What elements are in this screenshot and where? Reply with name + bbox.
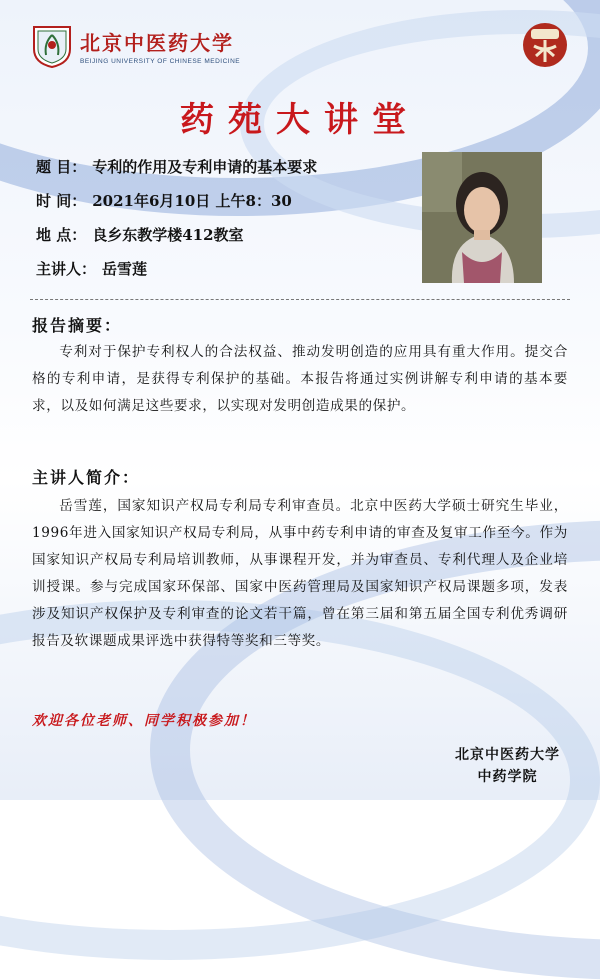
speaker-label: 主讲人： xyxy=(36,260,97,278)
time-value: 2021年6月10日 上午8：30 xyxy=(92,192,292,210)
place-value: 良乡东教学楼412教室 xyxy=(92,226,244,244)
bio-heading: 主讲人简介： xyxy=(32,468,141,487)
dashed-divider xyxy=(30,299,570,300)
seal-icon xyxy=(520,20,570,70)
invitation-text: 欢迎各位老师、同学积极参加！ xyxy=(32,713,256,729)
speaker-value: 岳雪莲 xyxy=(102,260,148,278)
abstract-heading: 报告摘要： xyxy=(32,316,123,335)
topic-label: 题 目： xyxy=(36,158,87,176)
place-row xyxy=(36,218,317,252)
footer xyxy=(455,744,560,788)
time-label: 时 间： xyxy=(36,192,87,210)
university-logo-icon xyxy=(30,23,74,69)
topic-value: 专利的作用及专利申请的基本要求 xyxy=(92,158,318,176)
speaker-row xyxy=(36,252,317,286)
speaker-photo xyxy=(422,152,542,283)
topic-row xyxy=(36,150,317,184)
header xyxy=(30,22,240,70)
abstract-text: 专利对于保护专利权人的合法权益、推动发明创造的应用具有重大作用。提交合格的专利申请，是获得专利保护的基础。本报告将通过实例讲解专利申请的基本要求，以及如何满足这些要求，以实现对发明创造成果的保护。 xyxy=(32,344,568,414)
university-name-en: BEIJING UNIVERSITY OF CHINESE MEDICINE xyxy=(80,58,241,65)
page-title: 药苑大讲堂 xyxy=(180,100,420,140)
time-row xyxy=(36,184,317,218)
lecture-info xyxy=(36,150,317,286)
footer-school: 中药学院 xyxy=(477,769,538,785)
bio-text: 岳雪莲，国家知识产权局专利局专利审查员。北京中医药大学硕士研究生毕业，1996年进入国家知识产权局专利局，从事中药专利申请的审查及复审工作至今。作为国家知识产权局专利局培训教师，从事课程开发，并为审查员、专利代理人及企业培训授课。参与完成国家环保部、国家中医药管理局及国家知识产权局课题多项，发表涉及知识产权保护及专利审查的论文若干篇，曾在第三届和第五届全国专利优秀调研报告及软课题成果评选中获得特等奖和三等奖。 xyxy=(32,498,568,649)
university-name-cn: 北京中医药大学 xyxy=(80,31,234,55)
footer-university: 北京中医药大学 xyxy=(455,747,560,763)
place-label: 地 点： xyxy=(36,226,87,244)
